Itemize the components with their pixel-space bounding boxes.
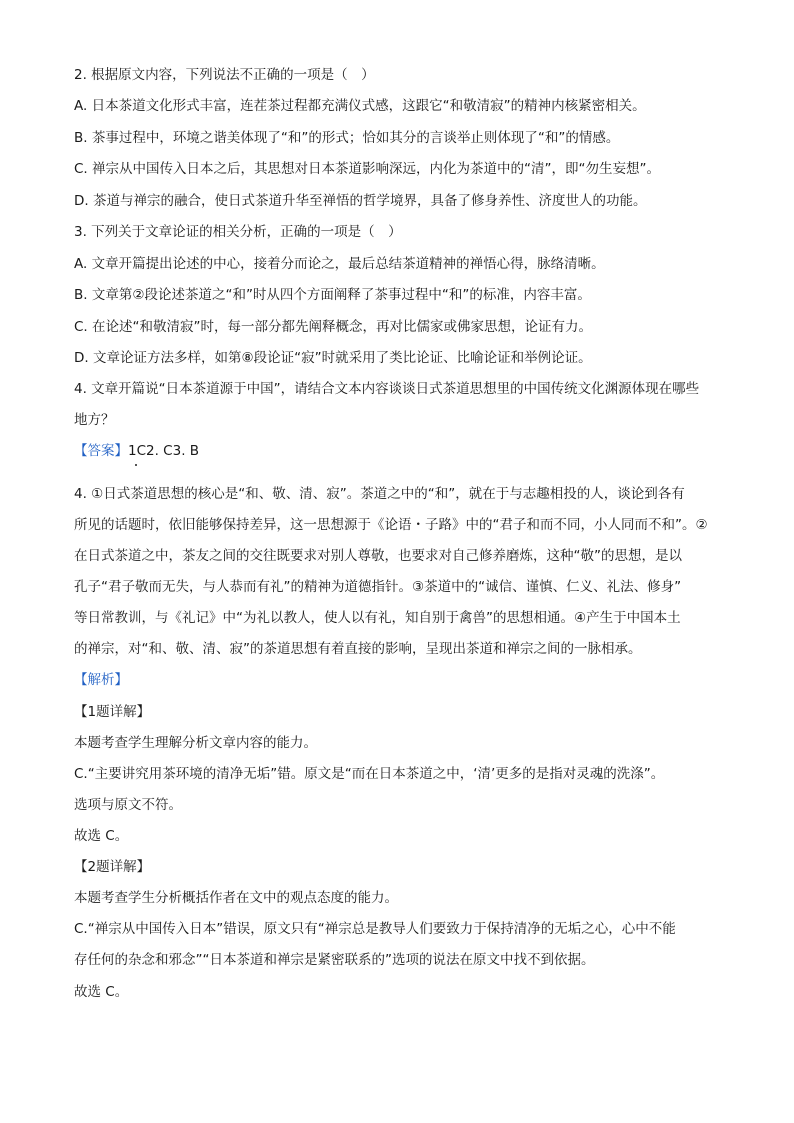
answer4-line-5: 等日常教训，与《礼记》中“为礼以教人，使人以有礼，知自别于禽兽”的思想相通。④产生于中国本土 (74, 610, 681, 626)
answer-label: 【答案】 (74, 443, 128, 459)
q3-option-b: B. 文章第②段论述茶道之“和”时从四个方面阐释了茶事过程中“和”的标准，内容丰富。 (74, 287, 591, 303)
q3-option-a: A. 文章开篇提出论述的中心，接着分而论之，最后总结茶道精神的禅悟心得，脉络清晰。 (74, 256, 605, 272)
question-3-stem: 3. 下列关于文章论证的相关分析，正确的一项是（ ） (74, 224, 402, 240)
q2-line-2: C.“禅宗从中国传入日本”错误，原文只有“禅宗总是教导人们要致力于保持清净的无垢之心，心中不能 (74, 921, 676, 937)
question-2-stem: 2. 根据原文内容，下列说法不正确的一项是（ ） (74, 67, 375, 83)
q1-line-3: 选项与原文不符。 (74, 797, 182, 813)
q2-option-d: D. 茶道与禅宗的融合，使日式茶道升华至禅悟的哲学境界，具备了修身养性、济度世人的功能。 (74, 193, 647, 209)
answer-line (74, 442, 734, 460)
q2-line-4: 故选 C。 (74, 984, 129, 1000)
q2-heading: 【2题详解】 (74, 859, 151, 875)
analysis-label: 【解析】 (74, 672, 128, 688)
q1-line-4: 故选 C。 (74, 828, 129, 844)
q1-line-1: 本题考查学生理解分析文章内容的能力。 (74, 735, 317, 751)
q3-option-d: D. 文章论证方法多样，如第⑧段论证“寂”时就采用了类比论证、比喻论证和举例论证。 (74, 350, 592, 366)
question-4-stem: 4. 文章开篇说“日本茶道源于中国”，请结合文本内容谈谈日式茶道思想里的中国传统文化渊源体现在哪些 (74, 381, 700, 397)
q3-option-c: C. 在论述“和敬清寂”时，每一部分都先阐释概念，再对比儒家或佛家思想，论证有力。 (74, 319, 592, 335)
q2-line-3: 存任何的杂念和邪念”“日本茶道和禅宗是紧密联系的”选项的说法在原文中找不到依据。 (74, 952, 595, 968)
answer-text: 1C2. C3. B (128, 443, 200, 459)
q2-option-a: A. 日本茶道文化形式丰富，连茬茶过程都充满仪式感，这跟它“和敬清寂”的精神内核紧密相关。 (74, 98, 646, 114)
answer4-line-2: 所见的话题时，依旧能够保持差异，这一思想源于《论语・子路》中的“君子和而不同，小人同而不和”。② (74, 517, 708, 533)
answer4-line-4: 孔子“君子敬而无失，与人恭而有礼”的精神为道德指针。③茶道中的“诚信、谨慎、仁义、礼法、修身” (74, 579, 682, 595)
answer4-line-6: 的禅宗，对“和、敬、清、寂”的茶道思想有着直接的影响，呈现出茶道和禅宗之间的一脉相承。 (74, 641, 642, 657)
answer4-line-1: 4. ①日式茶道思想的核心是“和、敬、清、寂”。茶道之中的“和”，就在于与志趣相投的人，谈论到各有 (74, 486, 685, 502)
q2-option-b: B. 茶事过程中，环境之谐美体现了“和”的形式；恰如其分的言谈举止则体现了“和”的情感。 (74, 130, 620, 146)
answer4-line-3: 在日式茶道之中，茶友之间的交往既要求对别人尊敬，也要求对自己修养磨炼，这种“敬”的思想，是以 (74, 548, 682, 564)
q2-option-c: C. 禅宗从中国传入日本之后，其思想对日本茶道影响深远，内化为茶道中的“清”，即“勿生妄想”。 (74, 161, 660, 177)
q1-heading: 【1题详解】 (74, 704, 151, 720)
q2-line-1: 本题考查学生分析概括作者在文中的观点态度的能力。 (74, 890, 398, 906)
q1-line-2: C.“主要讲究用茶环境的清净无垢”错。原文是“而在日本茶道之中，‘清’更多的是指对灵魂的洗涤”。 (74, 766, 665, 782)
question-4-stem-cont: 地方？ (74, 412, 115, 428)
stray-dot (135, 464, 137, 466)
